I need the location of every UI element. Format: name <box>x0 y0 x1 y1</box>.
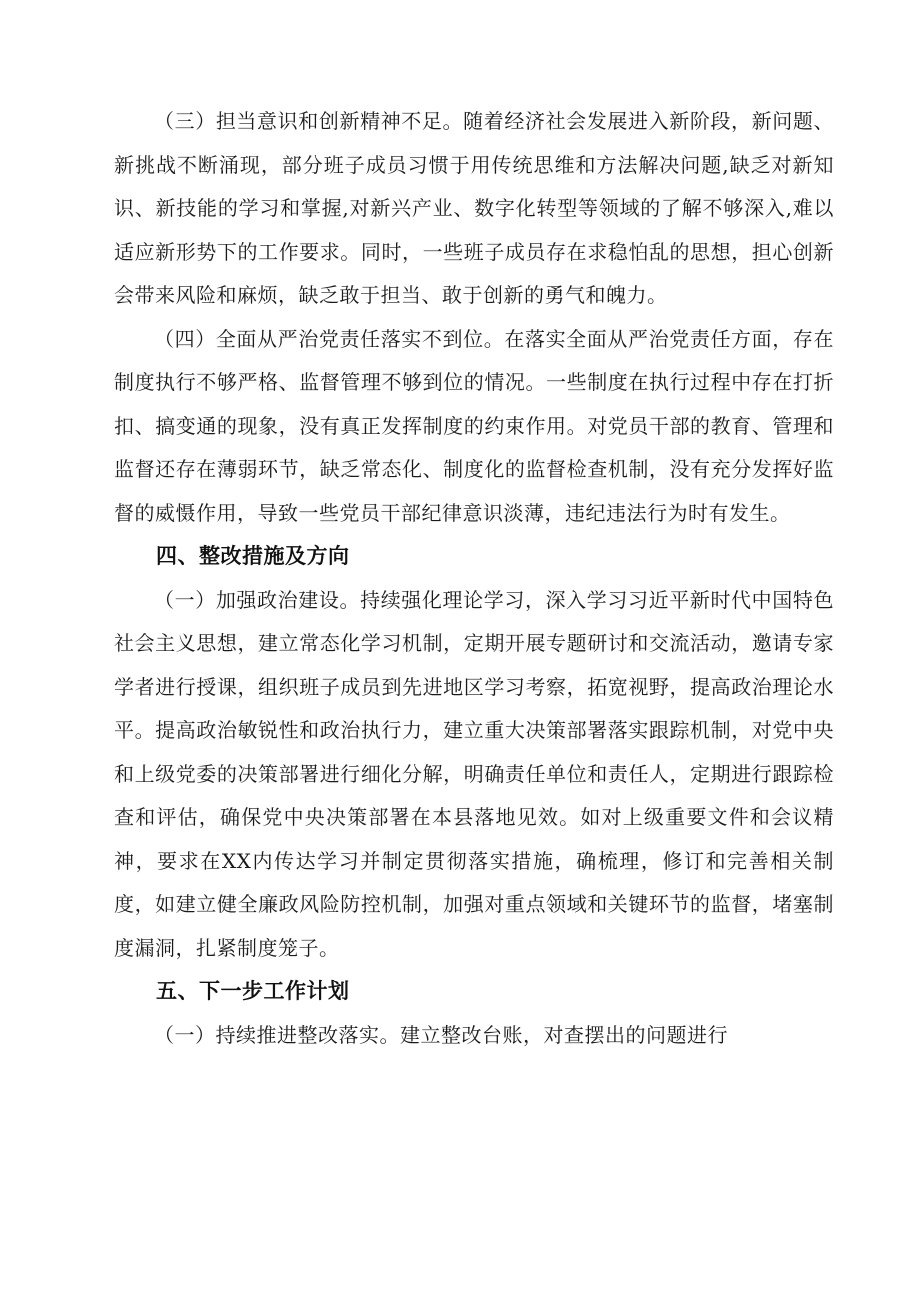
paragraph-continue-rectification: （一）持续推进整改落实。建立整改台账，对查摆出的问题进行 <box>154 1022 728 1047</box>
section-heading-rectification: 四、整改措施及方向 <box>156 544 350 568</box>
document-body <box>114 100 834 1057</box>
paragraph-political-construction: （一）加强政治建设。持续强化理论学习，深入学习习近平新时代中国特色社会主义思想，建立常态化学习机制，定期开展专题研讨和交流活动，邀请专家学者进行授课，组织班子成员到先进地区学习考察，拓宽视野，提高政治理论水平。提高政治敏锐性和政治执行力，建立重大决策部署落实跟踪机制，对党中央和上级党委的决策部署进行细化分解，明确责任单位和责任人，定期进行跟踪检查和评估，确保党中央决策部署在本县落地见效。如对上级重要文件和会议精神，要求在XX内传达学习并制定贯彻落实措施，确梳理，修订和完善相关制度，如建立健全廉政风险防控机制，加强对重点领域和关键环节的监督，堵塞制度漏洞，扎紧制度笼子。 <box>114 587 834 960</box>
paragraph-party-governance: （四）全面从严治党责任落实不到位。在落实全面从严治党责任方面，存在制度执行不够严格、监督管理不够到位的情况。一些制度在执行过程中存在打折扣、搞变通的现象，没有真正发挥制度的约束作用。对党员干部的教育、管理和监督还存在薄弱环节，缺乏常态化、制度化的监督检查机制，没有充分发挥好监督的威慑作用，导致一些党员干部纪律意识淡薄，违纪违法行为时有发生。 <box>114 326 834 525</box>
paragraph-responsibility-innovation: （三）担当意识和创新精神不足。随着经济社会发展进入新阶段，新问题、新挑战不断涌现，部分班子成员习惯于用传统思维和方法解决问题,缺乏对新知识、新技能的学习和掌握,对新兴产业、数字化转型等领域的了解不够深入,难以适应新形势下的工作要求。同时，一些班子成员存在求稳怕乱的思想，担心创新会带来风险和麻烦，缺乏敢于担当、敢于创新的勇气和魄力。 <box>114 109 834 307</box>
section-heading-next-steps: 五、下一步工作计划 <box>156 979 350 1003</box>
